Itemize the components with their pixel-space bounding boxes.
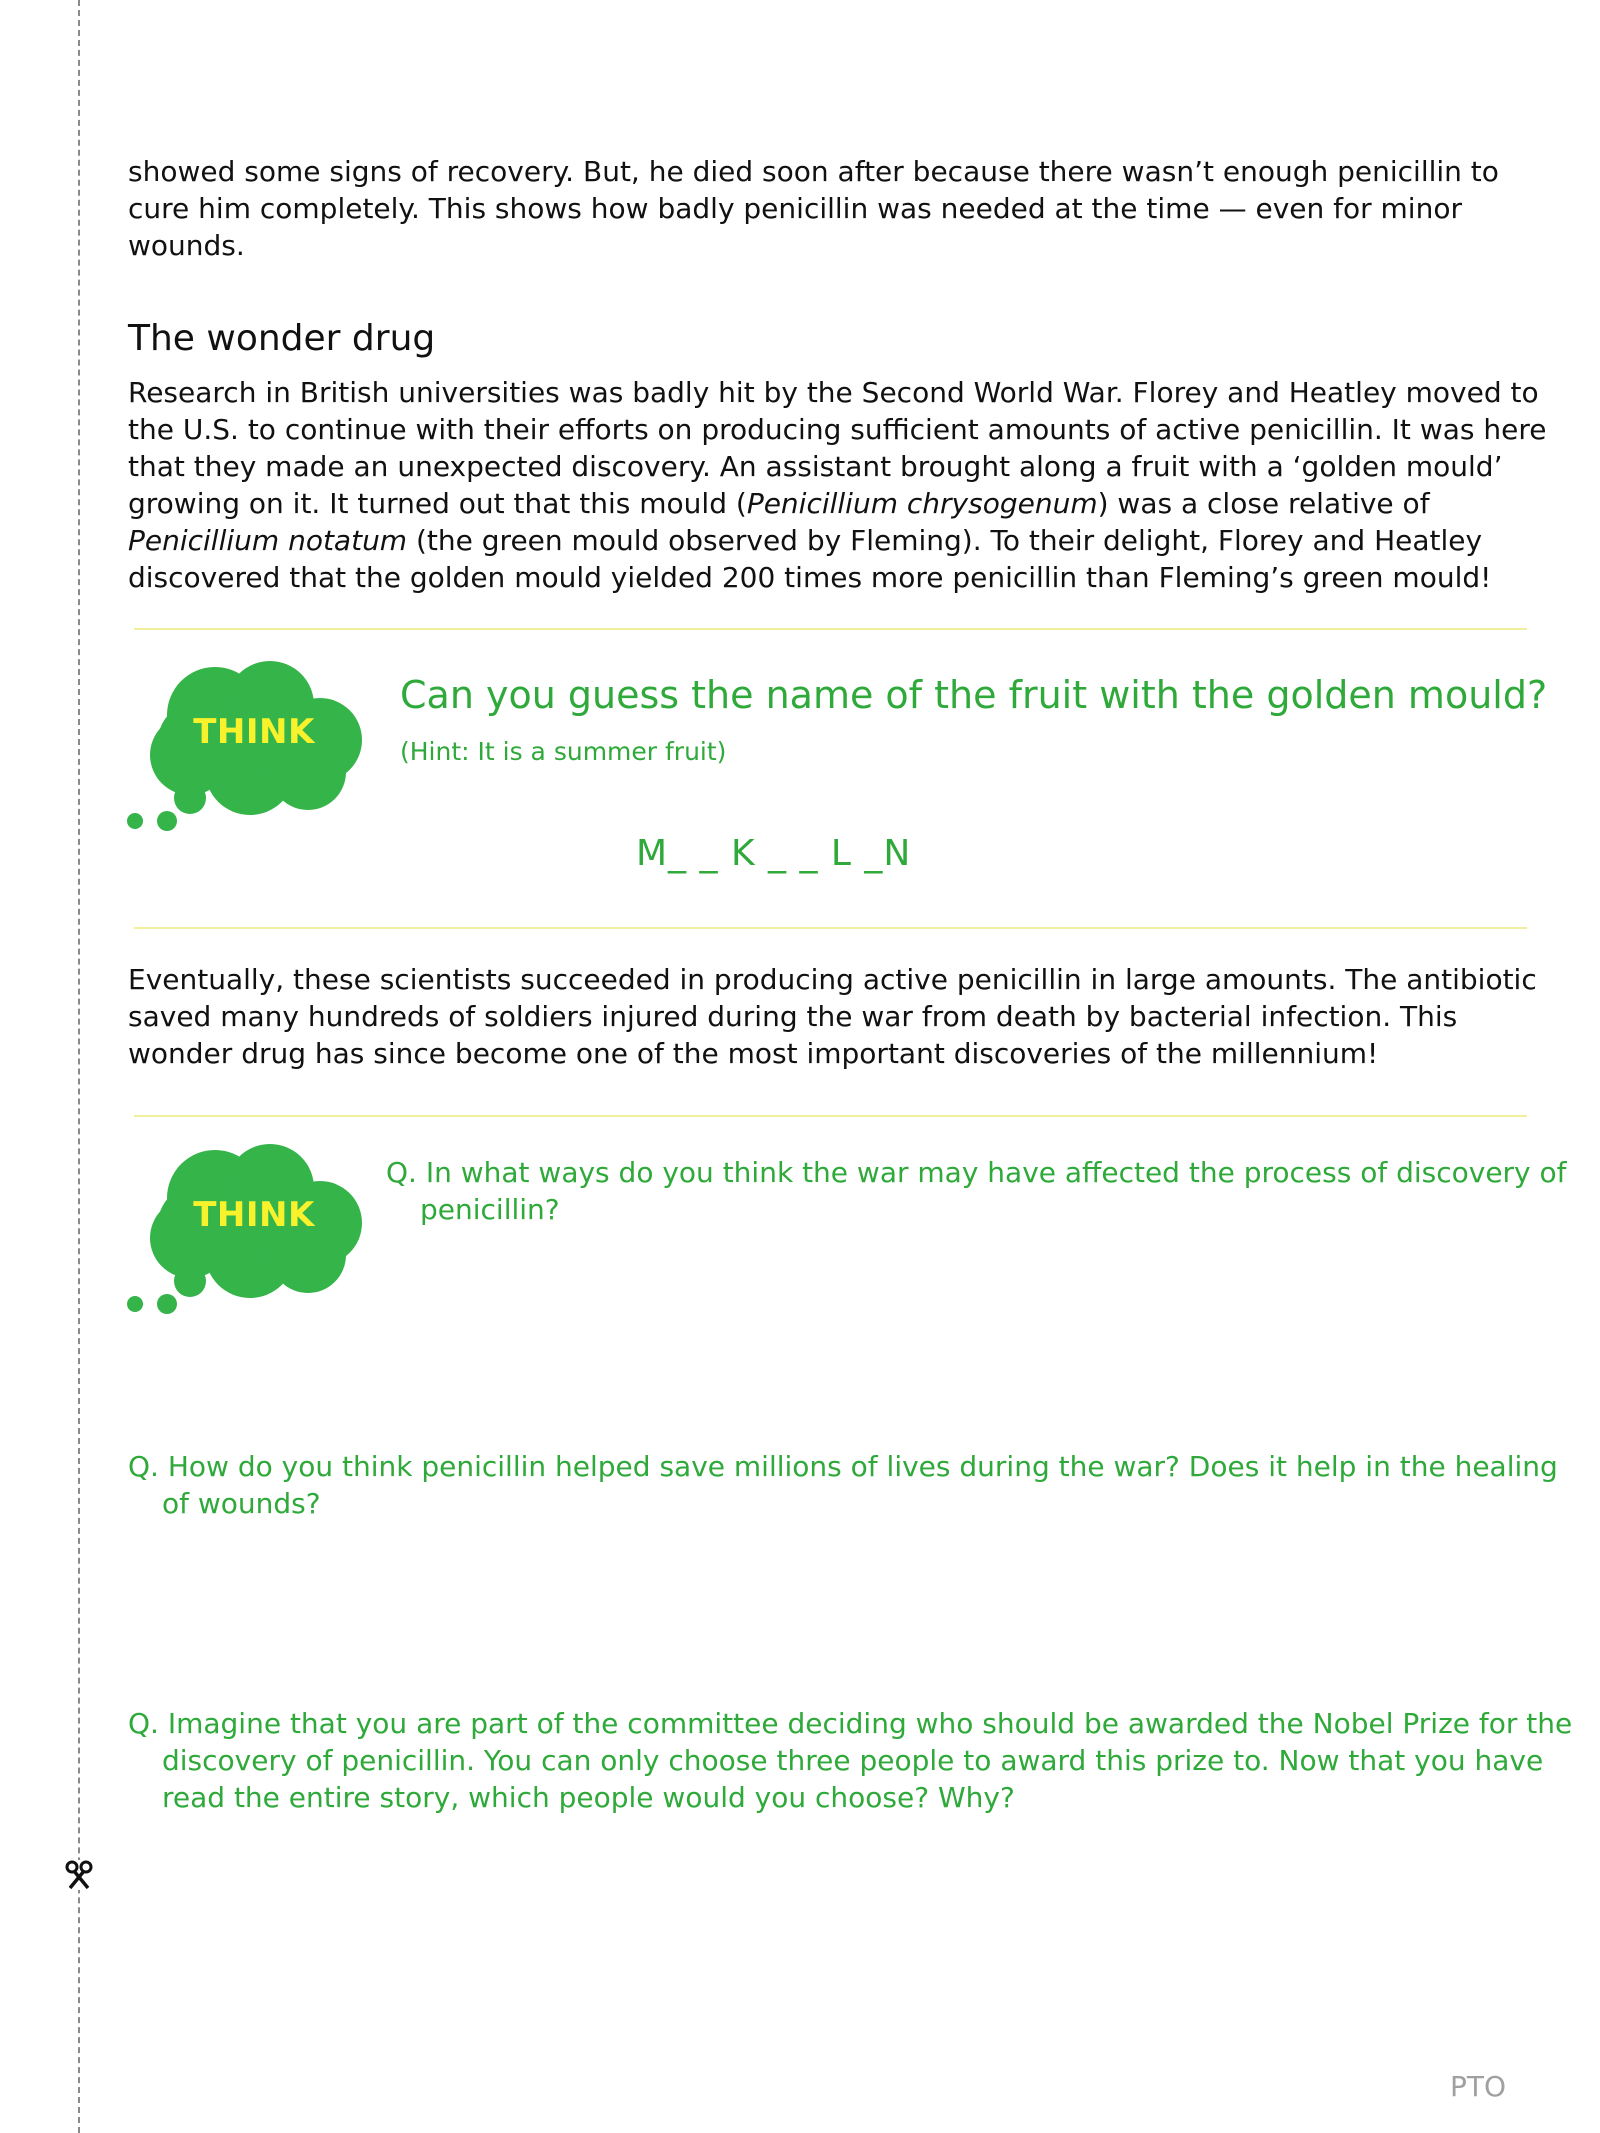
think-cloud-icon (120, 1143, 380, 1323)
hint-text: (Hint: It is a summer fruit) (400, 737, 727, 766)
paragraph-segment: ) was a close relative of (1097, 487, 1430, 520)
divider (134, 1115, 1527, 1117)
question-1: Q. How do you think penicillin helped save millions of lives during the war? Does it help in the healing of wounds? (128, 1450, 1558, 1520)
species-name: Penicillium notatum (128, 524, 408, 557)
word-puzzle: M_ _ K _ _ L _N (636, 833, 912, 874)
intro-paragraph: showed some signs of recovery. But, he died soon after because there wasn’t enough penicillin to cure him completely. This shows how badly penicillin was needed at the time — even for minor wounds. (128, 155, 1499, 262)
paragraph-segment: Research in British universities was badly hit by the Second World War. Florey and Heatley moved to the U.S. to continue with their efforts on producing sufficient amounts of active penicillin. It was here that they made an unexpected discovery. An assistant brought along a fruit with a ‘golden mould’ growing on it. It turned out that this mould ( (128, 376, 1547, 520)
think-label: THINK (193, 1195, 315, 1235)
conclusion-paragraph: Eventually, these scientists succeeded in producing active penicillin in large amounts. The antibiotic saved many hundreds of soldiers injured during the war from death by bacterial infection. This wonder drug has since become one of the most important discoveries of the millennium! (128, 963, 1537, 1070)
species-name: Penicillium chrysogenum (746, 487, 1098, 520)
section-heading: The wonder drug (128, 318, 436, 359)
question-2: Q. Imagine that you are part of the committee deciding who should be awarded the Nobel Prize for the discovery of penicillin. You can only choose three people to award this prize to. Now that you have read the entire story, which people would you choose? Why? (128, 1707, 1573, 1814)
think-cloud-icon (120, 660, 380, 840)
think-question: Can you guess the name of the fruit with the golden mould? (400, 673, 1548, 717)
divider (134, 927, 1527, 929)
wonder-drug-paragraph (128, 374, 1548, 596)
paragraph-segment: (the green mould observed by Fleming). To their delight, Florey and Heatley discovered that the golden mould yielded 200 times more penicillin than Fleming’s green mould! (128, 524, 1492, 594)
cut-line (78, 0, 80, 2133)
divider (134, 628, 1527, 630)
think-question: Q. In what ways do you think the war may have affected the process of discovery of penicillin? (386, 1156, 1567, 1226)
think-label: THINK (193, 712, 315, 752)
page-turn-label: PTO (1450, 2070, 1507, 2103)
scissors-icon (64, 1860, 94, 1890)
